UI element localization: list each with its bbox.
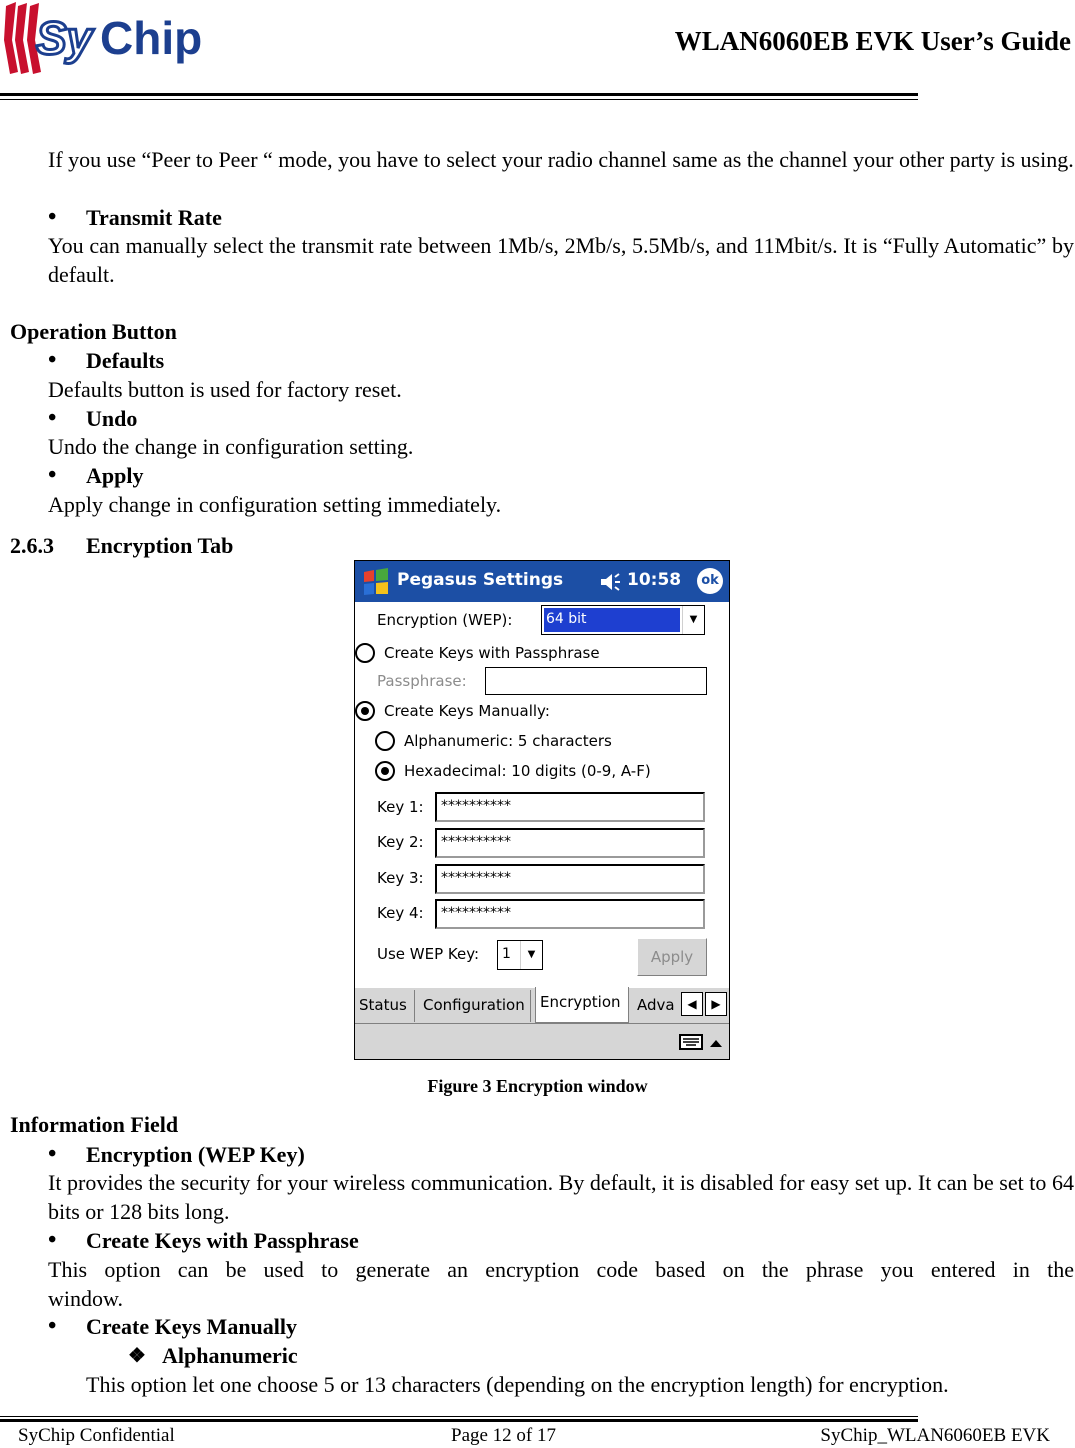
bullet-passphrase: • Create Keys with Passphrase [48, 1227, 359, 1253]
scroll-left-icon[interactable]: ◀ [681, 992, 703, 1016]
speaker-icon[interactable] [599, 572, 621, 592]
chevron-up-icon[interactable] [709, 1038, 723, 1048]
bullet-manual: • Create Keys Manually [48, 1313, 298, 1339]
svg-text:Chip: Chip [100, 12, 203, 64]
use-wep-key-select[interactable] [497, 940, 543, 970]
keyboard-icon[interactable] [679, 1034, 703, 1050]
encryption-label: Encryption (WEP): [377, 611, 513, 629]
encryption-window-screenshot [354, 560, 730, 1060]
operation-button-heading: Operation Button [10, 319, 177, 344]
key3-input[interactable]: ********** [435, 864, 705, 894]
peer-to-peer-paragraph: If you use “Peer to Peer “ mode, you have to select your radio channel same as the channel your other party is using. [48, 147, 1074, 172]
key1-input[interactable]: ********** [435, 792, 705, 822]
passphrase-radio[interactable] [355, 643, 375, 663]
bullet-apply: • Apply [48, 462, 144, 488]
hexadecimal-radio-label: Hexadecimal: 10 digits (0-9, A-F) [404, 762, 651, 780]
tab-status[interactable]: Status [355, 990, 415, 1022]
hexadecimal-radio[interactable] [375, 761, 395, 781]
passphrase-text-line2: window. [48, 1286, 123, 1311]
key3-label: Key 3: [377, 869, 424, 887]
chevron-down-icon[interactable]: ▼ [520, 941, 542, 969]
document-title: WLAN6060EB EVK User’s Guide [674, 26, 1071, 56]
tab-encryption[interactable]: Encryption [535, 987, 629, 1023]
footer-page-number: Page 12 of 17 [451, 1425, 557, 1446]
alphanumeric-radio-label: Alphanumeric: 5 characters [404, 732, 612, 750]
bullet-defaults: • Defaults [48, 347, 165, 373]
ok-button[interactable]: ok [697, 568, 723, 594]
information-field-heading: Information Field [10, 1112, 179, 1137]
alphanumeric-text: This option let one choose 5 or 13 characters (depending on the encryption length) for encryption. [86, 1372, 949, 1397]
scroll-right-icon[interactable]: ▶ [705, 992, 727, 1016]
defaults-text: Defaults button is used for factory reset. [48, 377, 402, 402]
input-panel-bar [355, 1023, 729, 1060]
figure-caption: Figure 3 Encryption window [427, 1076, 648, 1096]
header-rule [0, 93, 918, 96]
sychip-logo [2, 0, 232, 76]
title-bar [355, 561, 729, 602]
manual-radio-label: Create Keys Manually: [384, 702, 550, 720]
encryption-select[interactable] [541, 605, 705, 635]
app-title: Pegasus Settings [397, 570, 564, 590]
bullet-transmit-rate: • Transmit Rate [48, 204, 222, 230]
alphanumeric-radio[interactable] [375, 731, 395, 751]
passphrase-radio-label: Create Keys with Passphrase [384, 644, 600, 662]
bullet-alphanumeric: ❖ Alphanumeric [128, 1343, 298, 1368]
footer-rule [0, 1419, 918, 1422]
bullet-undo: • Undo [48, 405, 138, 431]
header-rule-thin [0, 99, 918, 100]
tab-advanced[interactable]: Adva [637, 996, 675, 1014]
transmit-rate-text: You can manually select the transmit rate between 1Mb/s, 2Mb/s, 5.5Mb/s, and 11Mbit/s. It is “Fully Automatic” by default. [48, 233, 1074, 287]
footer-confidential: SyChip Confidential [18, 1425, 175, 1446]
passphrase-input[interactable] [485, 667, 707, 695]
clock[interactable]: 10:58 [627, 570, 682, 590]
apply-button[interactable]: Apply [637, 938, 707, 976]
key2-label: Key 2: [377, 833, 424, 851]
key4-input[interactable]: ********** [435, 899, 705, 929]
encryption-text: It provides the security for your wireless communication. By default, it is disabled for easy set up. It can be set to 64 bits or 128 bits long. [48, 1170, 1074, 1224]
tab-bar [355, 987, 729, 1023]
undo-text: Undo the change in configuration setting. [48, 434, 414, 459]
diamond-bullet-icon: ❖ [128, 1345, 146, 1367]
section-title: Encryption Tab [86, 533, 234, 558]
tab-configuration[interactable]: Configuration [419, 990, 531, 1022]
section-number: 2.6.3 [10, 533, 54, 558]
bullet-encryption: • Encryption (WEP Key) [48, 1141, 305, 1167]
passphrase-label: Passphrase: [377, 672, 467, 690]
footer-doc-id: SyChip_WLAN6060EB EVK [820, 1425, 1050, 1446]
windows-start-icon[interactable] [361, 568, 391, 596]
apply-text: Apply change in configuration setting immediately. [48, 492, 502, 517]
chevron-down-icon[interactable]: ▼ [682, 606, 704, 634]
manual-radio[interactable] [355, 701, 375, 721]
key1-label: Key 1: [377, 798, 424, 816]
footer-rule-thin [0, 1416, 918, 1417]
key2-input[interactable]: ********** [435, 828, 705, 858]
use-wep-key-label: Use WEP Key: [377, 945, 480, 963]
svg-text:Sy: Sy [36, 12, 93, 64]
key4-label: Key 4: [377, 904, 424, 922]
passphrase-text-line1: This option can be used to generate an encryption code based on the phrase you entered in the [48, 1257, 1074, 1282]
encryption-value: 64 bit [544, 608, 680, 632]
use-wep-key-value: 1 [502, 946, 511, 962]
